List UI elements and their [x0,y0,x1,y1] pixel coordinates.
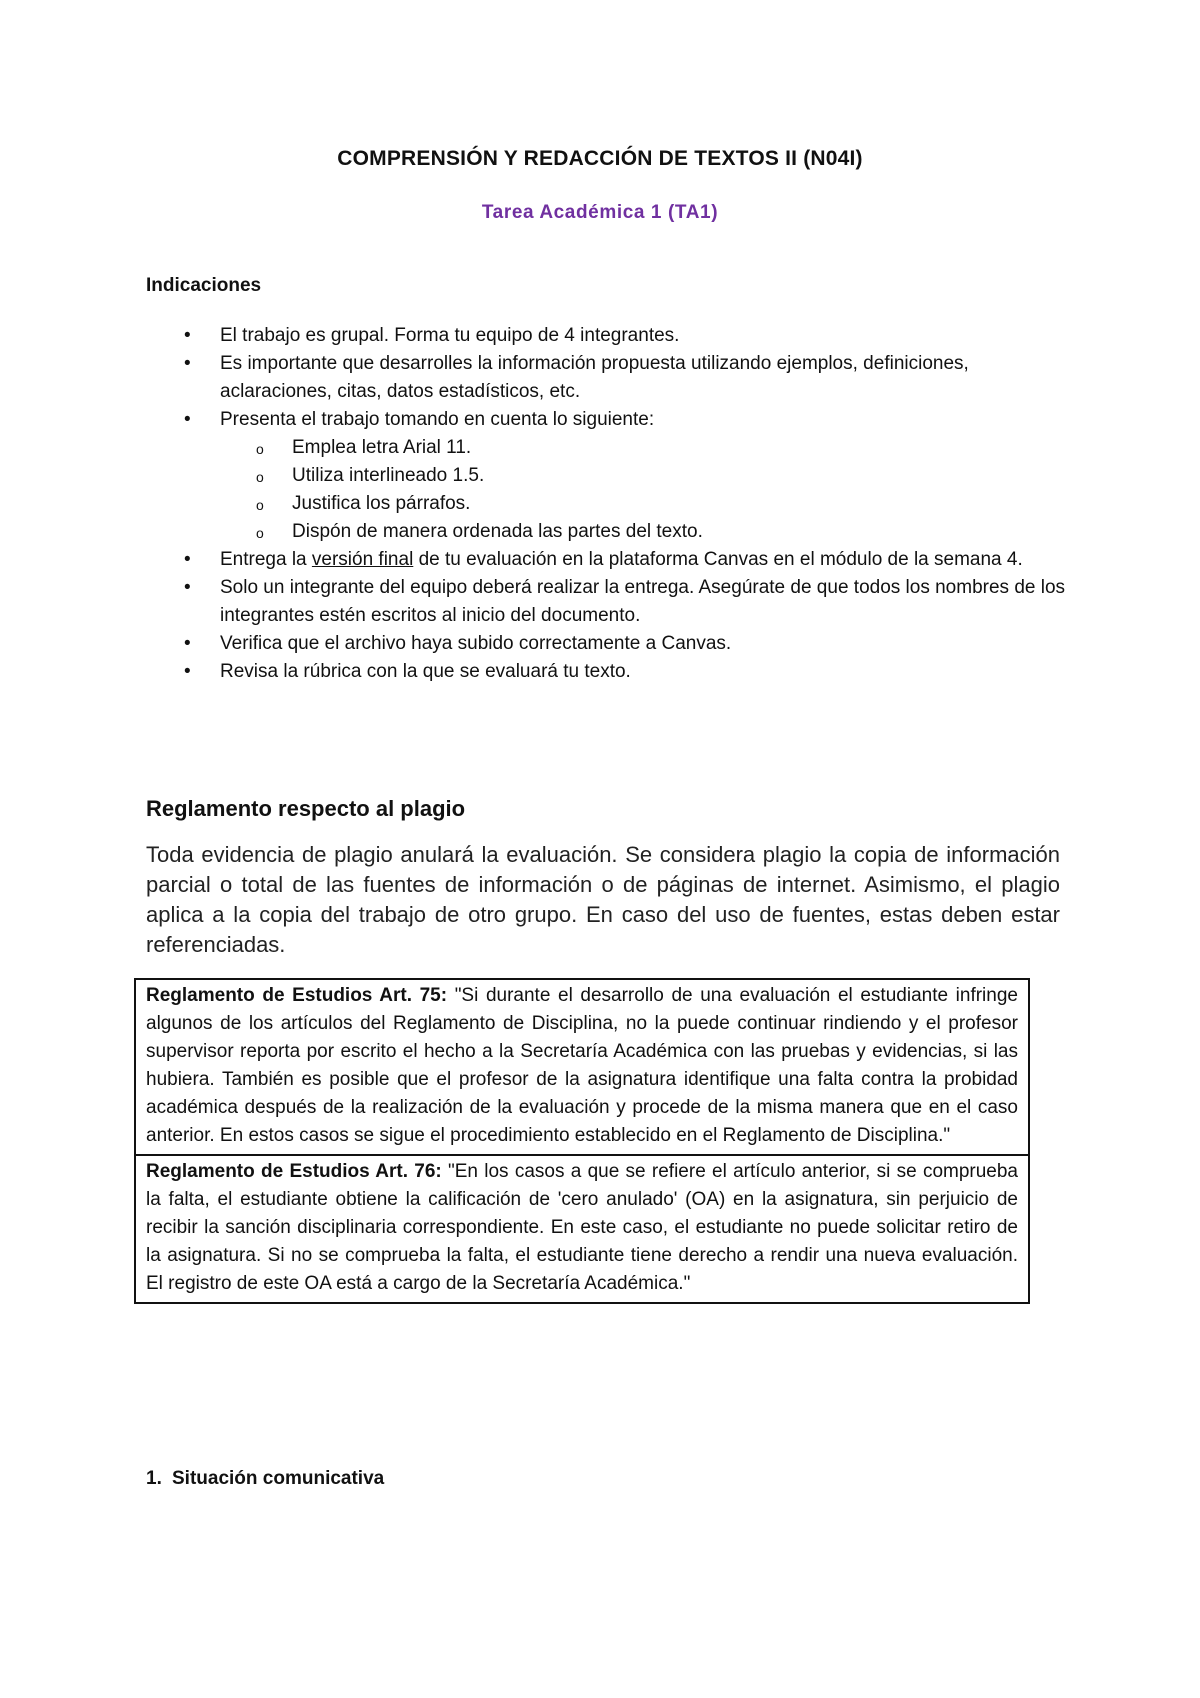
bullet-icon: • [184,633,191,654]
section-number: 1. [146,1468,162,1489]
format-sublist [220,434,1066,546]
bullet-icon: • [184,549,191,570]
list-item-text: Solo un integrante del equipo deberá realizar la entrega. Asegúrate de que todos los nombres de los integrantes estén escritos al inicio del documento. [220,577,1066,626]
list-item [146,658,1066,686]
sublist-item [220,518,1066,546]
art76-text: "En los casos a que se refiere el artículo anterior, si se comprueba la falta, el estudiante obtiene la calificación de 'cero anulado' (OA) en la asignatura, sin perjuicio de recibir la sanción disciplinaria correspondiente. En este caso, el estudiante no puede solicitar retiro de la asignatura. Si no se comprueba la falta, el estudiante tiene derecho a rendir una nueva evaluación. El registro de este OA está a cargo de la Secretaría Académica." [146,1161,1018,1294]
list-item-text: Revisa la rúbrica con la que se evaluará tu texto. [220,661,631,682]
section-title: Situación comunicativa [172,1468,385,1489]
sublist-item-text: Dispón de manera ordenada las partes del texto. [292,521,703,542]
art75-label: Reglamento de Estudios Art. 75: [146,985,448,1006]
list-item-text: Es importante que desarrolles la información propuesta utilizando ejemplos, definiciones, aclaraciones, citas, datos estadísticos, etc. [220,353,969,402]
sublist-item [220,434,1066,462]
table-cell-art76 [135,1155,1029,1303]
document-title: COMPRENSIÓN Y REDACCIÓN DE TEXTOS II (N04I) [337,147,863,170]
plagio-heading: Reglamento respecto al plagio [146,796,466,821]
section-1-heading [146,1468,384,1490]
list-item-text-post: de tu evaluación en la plataforma Canvas en el módulo de la semana 4. [413,549,1023,570]
list-item-text: Presenta el trabajo tomando en cuenta lo siguiente: [220,409,655,430]
list-item [146,350,1066,406]
sub-bullet-icon: o [256,469,264,485]
reglamento-table [134,978,1030,1304]
sublist-item [220,462,1066,490]
sub-bullet-icon: o [256,525,264,541]
bullet-icon: • [184,661,191,682]
sublist-item-text: Utiliza interlineado 1.5. [292,465,485,486]
version-final-underlined: versión final [311,549,414,570]
table-row [135,979,1029,1155]
art75-text: "Si durante el desarrollo de una evaluación el estudiante infringe algunos de los artículos del Reglamento de Disciplina, no la puede continuar rindiendo y el profesor supervisor reporta por escrito el hecho a la Secretaría Académica con las pruebas y evidencias, si las hubiera. También es posible que el profesor de la asignatura identifique una falta contra la probidad académica después de la realización de la evaluación y procede de la misma manera que en el caso anterior. En estos casos se sigue el procedimiento establecido en el Reglamento de Disciplina." [146,985,1018,1146]
table-row [135,1155,1029,1303]
plagio-paragraph: Toda evidencia de plagio anulará la evaluación. Se considera plagio la copia de información parcial o total de las fuentes de información o de páginas de internet. Asimismo, el plagio aplica a la copia del trabajo de otro grupo. En caso del uso de fuentes, estas deben estar referenciadas. [146,842,1060,957]
bullet-icon: • [184,353,191,374]
table-cell-art75 [135,979,1029,1155]
sub-bullet-icon: o [256,441,264,457]
list-item-text-pre: Entrega la [220,549,312,570]
list-item-text: El trabajo es grupal. Forma tu equipo de 4 integrantes. [220,325,680,346]
sublist-item-text: Emplea letra Arial 11. [292,437,472,458]
bullet-icon: • [184,325,191,346]
bullet-icon: • [184,577,191,598]
list-item-text: Verifica que el archivo haya subido correctamente a Canvas. [220,633,732,654]
list-item [146,406,1066,546]
bullet-icon: • [184,409,191,430]
sub-bullet-icon: o [256,497,264,513]
list-item [146,322,1066,350]
list-item [146,630,1066,658]
indications-heading: Indicaciones [146,275,262,296]
sublist-item [220,490,1066,518]
art76-label: Reglamento de Estudios Art. 76: [146,1161,442,1182]
list-item [146,546,1066,574]
document-subtitle: Tarea Académica 1 (TA1) [481,202,719,223]
list-item [146,574,1066,630]
indications-list [146,322,1066,686]
sublist-item-text: Justifica los párrafos. [292,493,471,514]
